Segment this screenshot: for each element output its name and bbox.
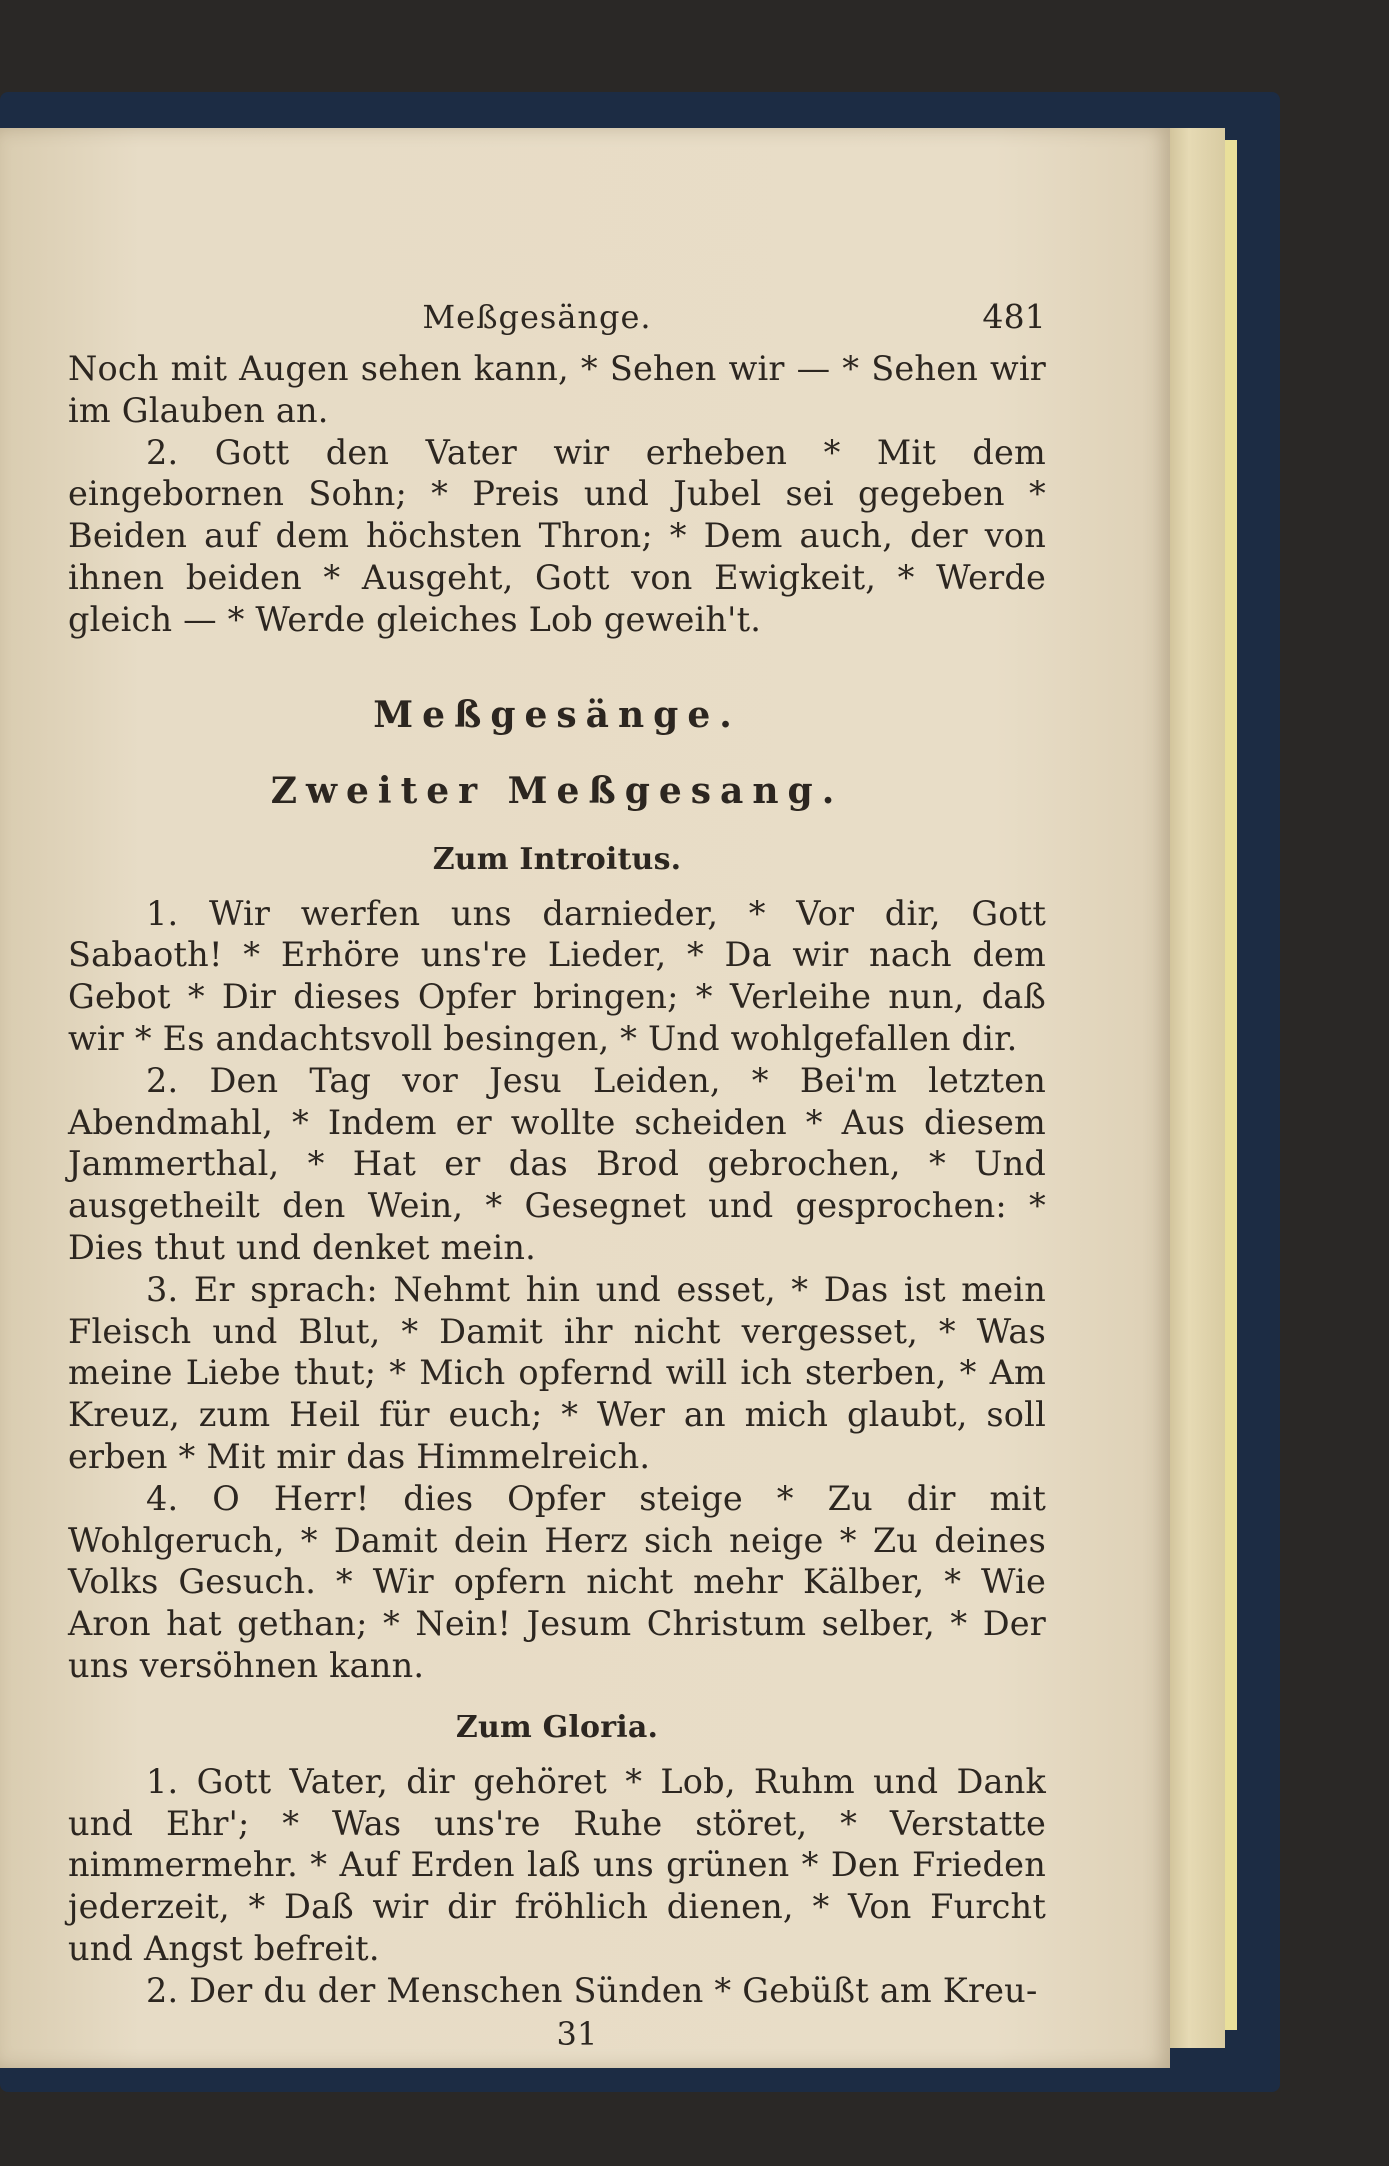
page-header: [68, 296, 1046, 348]
hymn-title: Zweiter Meßgesang.: [270, 769, 844, 812]
gloria-verse-2: 2. Der du der Menschen Sünden * Gebüßt am Kreu-: [146, 1970, 1038, 2010]
introitus-verse-2: 2. Den Tag vor Jesu Leiden, * Bei'm letzten Abendmahl, * Indem er wollte scheiden * Aus diesem Jammerthal, * Hat er das Brod gebrochen, * Und ausgetheilt den Wein, * Gesegnet und gesprochen: * Dies thut und denket mein.: [68, 1060, 1046, 1267]
introitus-verse-4: 4. O Herr! dies Opfer steige * Zu dir mit Wohlgeruch, * Damit dein Herz sich neige * Zu deines Volks Gesuch. * Wir opfern nicht mehr Kälber, * Wie Aron hat gethan; * Nein! Jesum Christum selber, * Der uns versöhnen kann.: [68, 1478, 1046, 1685]
page-number: 481: [982, 297, 1046, 336]
running-title: Meßgesänge.: [422, 298, 652, 336]
page-text: [68, 296, 1046, 2056]
intro-line-1: Noch mit Augen sehen kann, * Sehen wir — * Sehen wir im Glauben an.: [68, 349, 1046, 430]
gloria-heading: Zum Gloria.: [455, 1709, 659, 1745]
bookmark-edge: [1225, 140, 1237, 2030]
section-title: Meßgesänge.: [373, 693, 741, 736]
introitus-verse-1: 1. Wir werfen uns darnieder, * Vor dir, Gott Sabaoth! * Erhöre uns're Lieder, * Da wir nach dem Gebot * Dir dieses Opfer bringen; * Verleihe nun, daß wir * Es andachtsvoll besingen, * Und wohlgefallen dir.: [68, 893, 1046, 1058]
page-edges: [1165, 128, 1225, 2048]
introitus-verse-3: 3. Er sprach: Nehmt hin und esset, * Das ist mein Fleisch und Blut, * Damit ihr nicht vergesset, * Was meine Liebe thut; * Mich opfernd will ich sterben, * Am Kreuz, zum Heil für euch; * Wer an mich glaubt, soll erben * Mit mir das Himmelreich.: [68, 1269, 1046, 1476]
introitus-heading: Zum Introitus.: [432, 841, 682, 877]
book-page: [0, 128, 1170, 2068]
intro-line-2: 2. Gott den Vater wir erheben * Mit dem eingebornen Sohn; * Preis und Jubel sei gegeben * Beiden auf dem höchsten Thron; * Dem auch, der von ihnen beiden * Ausgeht, Gott von Ewigkeit, * Werde gleich — * Werde gleiches Lob geweih't.: [68, 432, 1046, 639]
gloria-verse-1: 1. Gott Vater, dir gehöret * Lob, Ruhm und Dank und Ehr'; * Was uns're Ruhe störet, * Verstatte nimmermehr. * Auf Erden laß uns grünen * Den Frieden jederzeit, * Daß wir dir fröhlich dienen, * Von Furcht und Angst befreit.: [68, 1761, 1046, 1968]
signature-mark: 31: [556, 2014, 598, 2053]
